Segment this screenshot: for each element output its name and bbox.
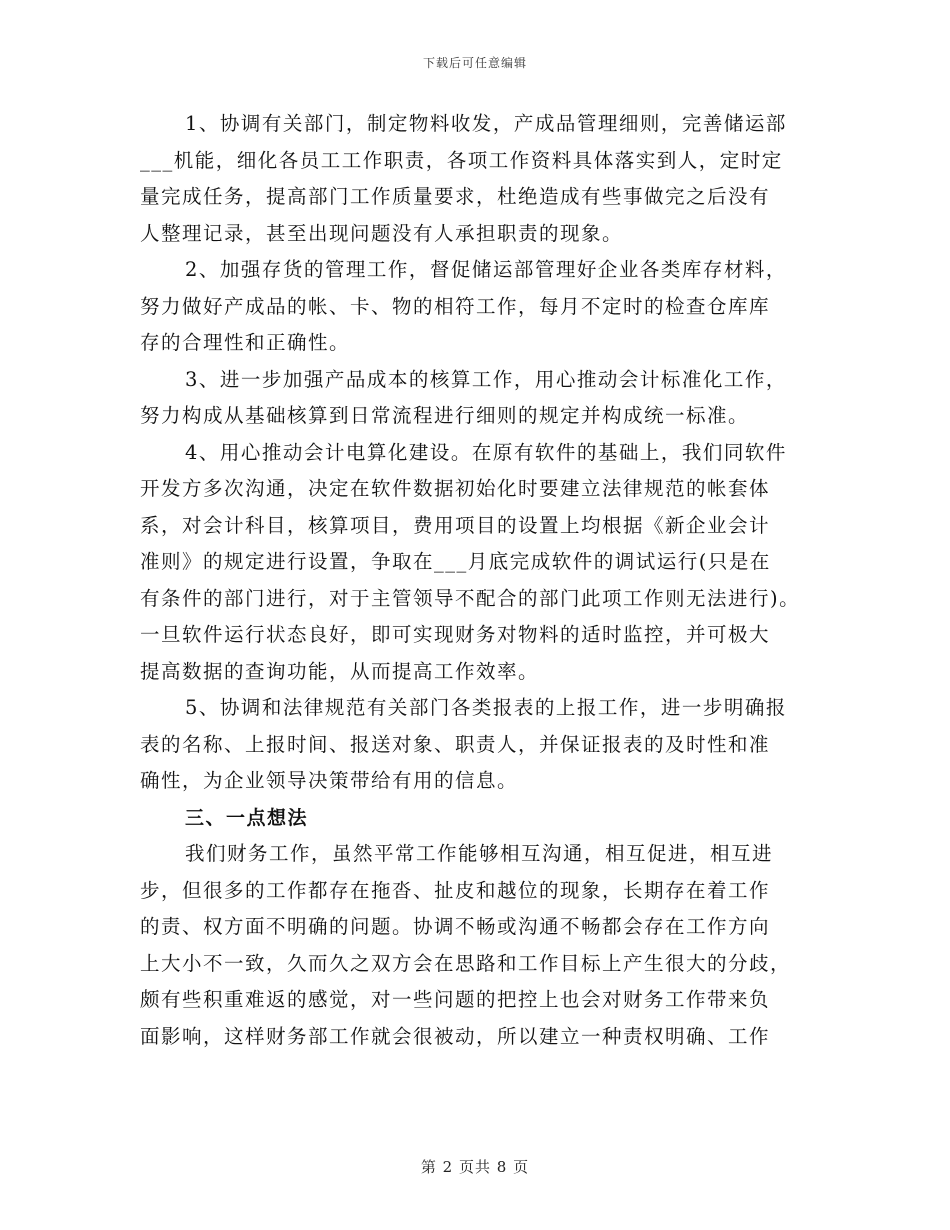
text-line: 提高数据的查询功能，从而提高工作效率。	[140, 659, 540, 683]
text-line: 步，但很多的工作都存在拖沓、扯皮和越位的现象，长期存在着工作	[140, 878, 771, 902]
text-line: 系，对会计科目，核算项目，费用项目的设置上均根据《新企业会计	[140, 513, 771, 537]
text-line: 面影响，这样财务部工作就会很被动，所以建立一种责权明确、工作	[140, 1024, 771, 1048]
document-body	[140, 106, 810, 1055]
text-line: 准则》的规定进行设置，争取在___月底完成软件的调试运行(只是在	[140, 550, 771, 573]
text-line: 1、协调有关部门，制定物料收发，产成品管理细则，完善储运部	[185, 112, 787, 135]
text-line: 存的合理性和正确性。	[140, 331, 351, 354]
text-line: 量完成任务，提高部门工作质量要求，杜绝造成有些事做完之后没有	[140, 185, 771, 208]
text-line: 努力构成从基础核算到日常流程进行细则的规定并构成统一标准。	[140, 404, 750, 427]
text-line: 上大小不一致，久而久之双方会在思路和工作目标上产生很大的分歧，	[140, 951, 792, 975]
text-line: 有条件的部门进行，对于主管领导不配合的部门此项工作则无法进行)。	[140, 586, 801, 610]
text-line: 努力做好产成品的帐、卡、物的相符工作，每月不定时的检查仓库库	[140, 294, 771, 318]
text-line: 4、用心推动会计电算化建设。在原有软件的基础上，我们同软件	[185, 440, 787, 464]
text-line: 2、加强存货的管理工作，督促储运部管理好企业各类库存材料，	[185, 258, 787, 281]
text-line: 5、协调和法律规范有关部门各类报表的上报工作，进一步明确报	[185, 696, 787, 719]
text-line: 的责、权方面不明确的问题。协调不畅或沟通不畅都会存在工作方向	[140, 915, 771, 938]
text-line: 一旦软件运行状态良好，即可实现财务对物料的适时监控，并可极大	[140, 623, 771, 646]
text-line: 表的名称、上报时间、报送对象、职责人，并保证报表的及时性和准	[140, 732, 771, 756]
page-footer: 第 2 页共 8 页	[420, 1158, 530, 1176]
section-heading: 三、一点想法	[185, 806, 309, 829]
text-line: 颇有些积重难返的感觉，对一些问题的把控上也会对财务工作带来负	[140, 988, 771, 1011]
text-line: 3、进一步加强产品成本的核算工作，用心推动会计标准化工作，	[185, 367, 787, 391]
text-line: 我们财务工作，虽然平常工作能够相互沟通，相互促进，相互进	[185, 842, 774, 865]
text-line: 确性，为企业领导决策带给有用的信息。	[140, 769, 519, 792]
text-line: 开发方多次沟通，决定在软件数据初始化时要建立法律规范的帐套体	[140, 477, 771, 500]
text-line: ___机能，细化各员工工作职责，各项工作资料具体落实到人，定时定	[140, 148, 783, 172]
text-line: 人整理记录，甚至出现问题没有人承担职责的现象。	[140, 221, 624, 245]
page-header: 下载后可任意编辑	[422, 56, 527, 70]
